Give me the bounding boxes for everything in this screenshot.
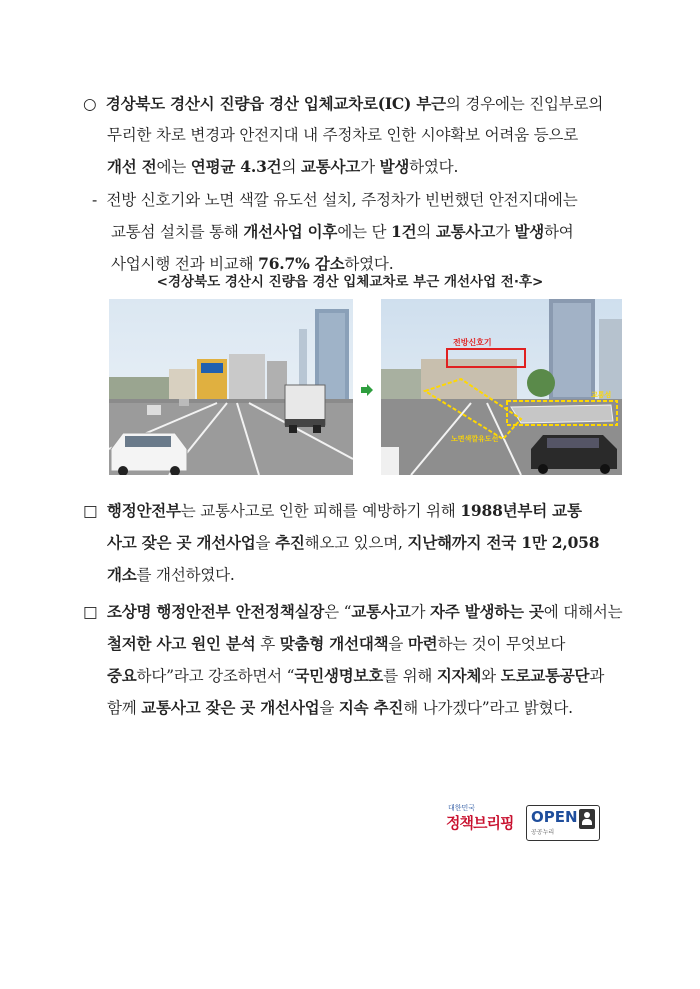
footer-logos	[446, 803, 626, 843]
open-text: OPEN	[531, 808, 578, 826]
circle-bullet: ○	[83, 95, 97, 113]
label-signal: 전방신호기	[453, 338, 492, 347]
person-icon	[579, 809, 595, 829]
label-island: 교통섬	[591, 391, 612, 399]
photo-after	[381, 299, 622, 475]
policy-briefing-logo: 정책브리핑	[446, 814, 514, 832]
paragraph-ministry: □ 행정안전부는 교통사고로 인한 피해를 예방하기 위해 1988년부터 교통 사고 잦은 곳 개선사업을 추진해오고 있으며, 지난해까지 전국 1만 2,058 개소를 개선하였다.	[83, 501, 600, 584]
square-bullet: □	[83, 603, 98, 621]
after-road-image	[381, 299, 622, 475]
korea-label: 대한민국	[448, 804, 476, 812]
open-license-badge	[526, 805, 600, 841]
before-road-image	[109, 299, 353, 475]
paragraph-ic-before: ○ 경상북도 경산시 진량읍 경산 입체교차로(IC) 부근의 경우에는 진입부로의 무리한 차로 변경과 안전지대 내 주정차로 인한 시야확보 어려움 등으로 개선 전에는 연평균 4.3건의 교통사고가 발생하였다.	[83, 94, 604, 176]
paragraph-ic-after: - 전방 신호기와 노면 색깔 유도선 설치, 주정차가 빈번했던 안전지대에는 교통섬 설치를 통해 개선사업 이후에는 단 1건의 교통사고가 발생하여 사업시행 전과 비교해 76.7% 감소하였다.	[92, 191, 578, 273]
photo-before	[109, 299, 353, 475]
arrow-right-icon	[360, 383, 374, 397]
paragraph-quote: □ 조상명 행정안전부 안전정책실장은 “교통사고가 자주 발생하는 곳에 대해서는 철저한 사고 원인 분석 후 맞춤형 개선대책을 마련하는 것이 무엇보다 중요하다”라고 강조하면서 “국민생명보호를 위해 지자체와 도로교통공단과 함께 교통사고 잦은 곳 개선사업을 지속 추진해 나가겠다”라고 밝혔다.	[83, 602, 623, 717]
dash-bullet: -	[92, 191, 98, 209]
location-text: 경상북도 경산시 진량읍 경산 입체교차로(IC) 부근	[105, 94, 446, 113]
square-bullet: □	[83, 502, 98, 520]
label-guide-line: 노면색깔유도선	[451, 435, 499, 443]
photo-caption: <경상북도 경산시 진량읍 경산 입체교차로 부근 개선사업 전·후>	[156, 274, 544, 290]
open-sub-text: 공공누리	[531, 829, 555, 836]
